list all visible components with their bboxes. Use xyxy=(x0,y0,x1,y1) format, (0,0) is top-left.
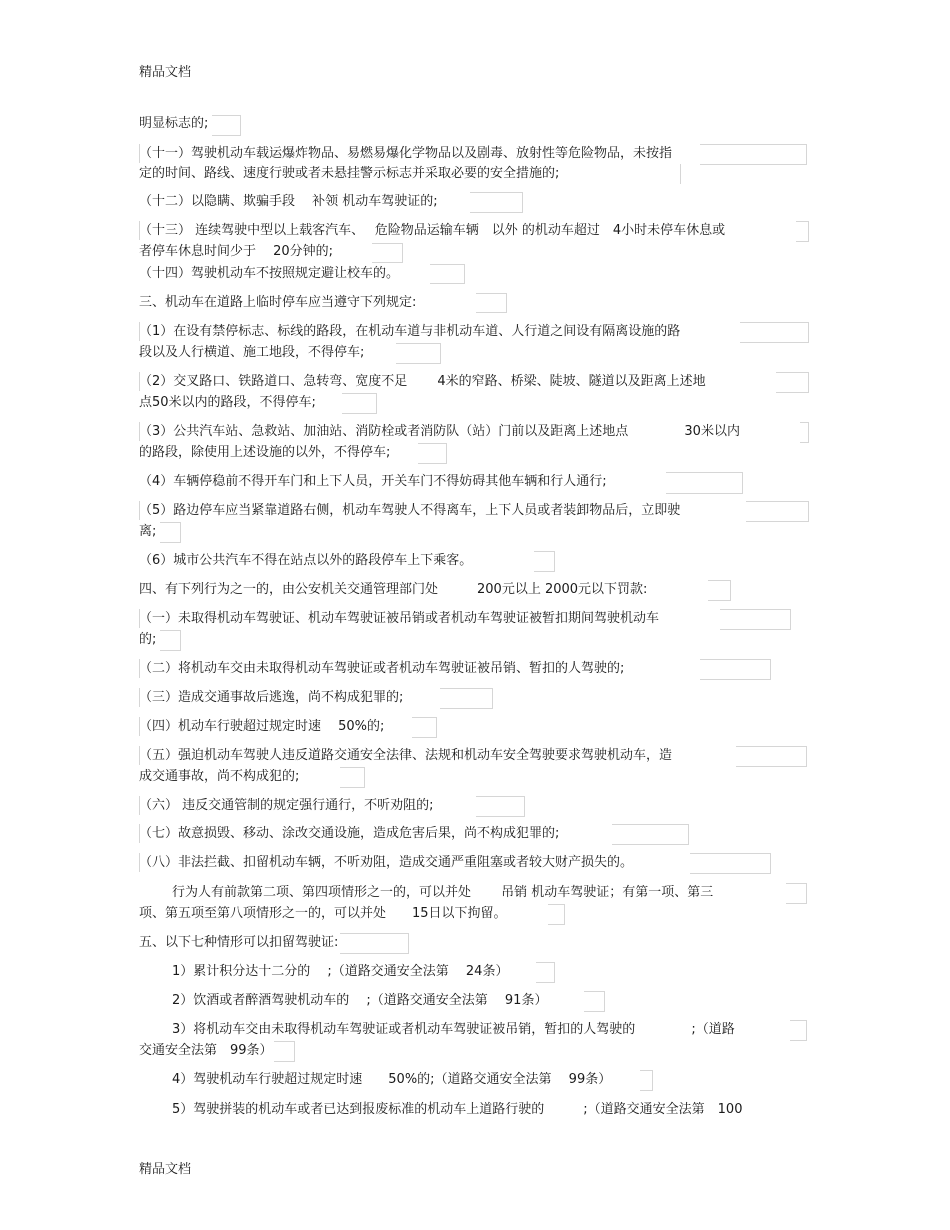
text-line: 的; xyxy=(139,632,157,647)
page-header: 精品文档 xyxy=(139,65,192,80)
text-line: 交通安全法第 99条） xyxy=(139,1043,273,1058)
list-item: 2）饮酒或者醉酒驾驶机动车的 ;（道路交通安全法第 91条） xyxy=(172,993,548,1008)
list-item: 4）驾驶机动车行驶超过规定时速 50%的;（道路交通安全法第 99条） xyxy=(172,1072,612,1087)
list-item: 3）将机动车交由未取得机动车驾驶证或者机动车驾驶证被吊销，暂扣的人驾驶的 ;（道路 xyxy=(172,1022,735,1037)
text-line: 离; xyxy=(139,524,157,539)
text-line: （2）交叉路口、铁路道口、急转弯、宽度不足 4米的窄路、桥梁、陡坡、隧道以及距离上述地 xyxy=(139,374,706,389)
text-line: 点50米以内的路段，不得停车; xyxy=(139,395,316,410)
text-line: （七）故意损毁、移动、涂改交通设施，造成危害后果，尚不构成犯罪的; xyxy=(139,826,560,841)
page-footer: 精品文档 xyxy=(139,1162,192,1177)
text-line: （三）造成交通事故后逃逸，尚不构成犯罪的; xyxy=(139,690,404,705)
text-line: （6）城市公共汽车不得在站点以外的路段停车上下乘客。 xyxy=(139,553,473,568)
text-line: 的路段，除使用上述设施的以外，不得停车; xyxy=(139,445,391,460)
section-heading: 三、机动车在道路上临时停车应当遵守下列规定: xyxy=(139,295,417,310)
text-line: 段以及人行横道、施工地段，不得停车; xyxy=(139,345,365,360)
text-line: （十三） 连续驾驶中型以上载客汽车、 危险物品运输车辆 以外 的机动车超过 4小时未停车休息或 xyxy=(139,223,726,238)
text-line: （一）未取得机动车驾驶证、机动车驾驶证被吊销或者机动车驾驶证被暂扣期间驾驶机动车 xyxy=(139,611,660,626)
text-line: （五）强迫机动车驾驶人违反道路交通安全法律、法规和机动车安全驾驶要求驾驶机动车，造 xyxy=(139,748,673,763)
text-line: 项、第五项至第八项情形之一的，可以并处 15日以下拘留。 xyxy=(139,906,507,921)
text-line: （八）非法拦截、扣留机动车辆，不听劝阻，造成交通严重阻塞或者较大财产损失的。 xyxy=(139,855,634,870)
text-line: （4）车辆停稳前不得开车门和上下人员，开关车门不得妨碍其他车辆和行人通行; xyxy=(139,474,607,489)
text-line: 定的时间、路线、速度行驶或者未悬挂警示标志并采取必要的安全措施的; xyxy=(139,166,560,181)
text-line: （十一）驾驶机动车载运爆炸物品、易燃易爆化学物品以及剧毒、放射性等危险物品，未按指 xyxy=(139,146,673,161)
text-line: （3）公共汽车站、急救站、加油站、消防栓或者消防队（站）门前以及距离上述地点 30米以内 xyxy=(139,424,740,439)
text-line: （十四）驾驶机动车不按照规定避让校车的。 xyxy=(139,266,400,281)
text-line: （四）机动车行驶超过规定时速 50%的; xyxy=(139,719,385,734)
text-line: （十二）以隐瞒、欺骗手段 补领 机动车驾驶证的; xyxy=(139,194,438,209)
text-line: （二）将机动车交由未取得机动车驾驶证或者机动车驾驶证被吊销、暂扣的人驾驶的; xyxy=(139,661,625,676)
text-line: （1）在设有禁停标志、标线的路段，在机动车道与非机动车道、人行道之间设有隔离设施的路 xyxy=(139,324,681,339)
text-line: 行为人有前款第二项、第四项情形之一的，可以并处 吊销 机动车驾驶证；有第一项、第三 xyxy=(172,885,714,900)
section-heading: 五、以下七种情形可以扣留驾驶证: xyxy=(139,935,339,950)
text-line: 成交通事故，尚不构成犯的; xyxy=(139,769,300,784)
text-line: 明显标志的; xyxy=(139,116,209,131)
text-line: （六） 违反交通管制的规定强行通行，不听劝阻的; xyxy=(139,798,434,813)
text-line: （5）路边停车应当紧靠道路右侧，机动车驾驶人不得离车，上下人员或者装卸物品后，立即驶 xyxy=(139,503,681,518)
list-item: 5）驾驶拼装的机动车或者已达到报废标准的机动车上道路行驶的 ;（道路交通安全法第 100 xyxy=(172,1102,743,1117)
text-line: 者停车休息时间少于 20分钟的; xyxy=(139,244,334,259)
section-heading: 四、有下列行为之一的，由公安机关交通管理部门处 200元以上 2000元以下罚款: xyxy=(139,582,648,597)
list-item: 1）累计积分达十二分的 ;（道路交通安全法第 24条） xyxy=(172,964,509,979)
